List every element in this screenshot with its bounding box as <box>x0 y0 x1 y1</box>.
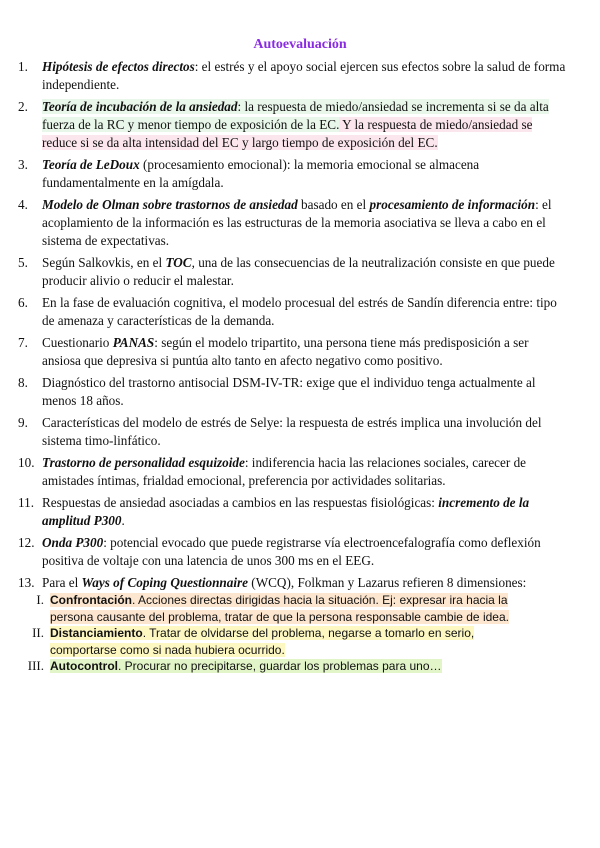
item-number: 10. <box>18 455 35 470</box>
item-text-green: : la respuesta de miedo/ansiedad se incrementa si se da alta fuerza de la RC y menor tiempo de exposición de la EC. <box>42 99 549 132</box>
item-term: incremento de la amplitud P300 <box>42 495 530 528</box>
question-list <box>0 58 600 679</box>
item-number: 1. <box>18 59 28 74</box>
sub-list-item <box>0 658 570 675</box>
item-pre: Cuestionario <box>42 335 113 350</box>
item-text: : el acoplamiento de la información es las estructuras de la memoria asociativa se lleva a cabo en el sistema de expectativas. <box>42 197 552 248</box>
sub-term: Autocontrol <box>50 659 118 673</box>
list-item <box>0 294 600 330</box>
sub-term: Distanciamiento <box>50 626 143 640</box>
list-item <box>0 58 600 94</box>
item-text: Características del modelo de estrés de Selye: la respuesta de estrés implica una involución del sistema timo-linfático. <box>42 415 542 448</box>
item-number: 2. <box>18 99 28 114</box>
item-term: Teoría de LeDoux <box>42 157 140 172</box>
item-text: : el estrés y el apoyo social ejercen sus efectos sobre la salud de forma independiente. <box>42 59 566 92</box>
item-term: TOC <box>165 255 192 270</box>
item-text: Diagnóstico del trastorno antisocial DSM-IV-TR: exige que el individuo tenga actualmente al menos 18 años. <box>42 375 536 408</box>
item-number: 12. <box>18 535 35 550</box>
roman-number: III. <box>27 658 44 673</box>
item-term: Teoría de incubación de la ansiedad <box>42 99 238 114</box>
item-text: En la fase de evaluación cognitiva, el modelo procesual del estrés de Sandín diferencia entre: tipo de amenaza y características de la demanda. <box>42 295 557 328</box>
item-tail: . <box>121 513 125 528</box>
item-text: : según el modelo tripartito, una persona tiene más predisposición a ser ansiosa que depresiva si puntúa alto tanto en afecto negativo como positivo. <box>42 335 529 368</box>
item-number: 13. <box>18 575 35 590</box>
item-number: 3. <box>18 157 28 172</box>
list-item <box>0 156 600 192</box>
list-item <box>0 454 600 490</box>
list-item <box>0 494 600 530</box>
list-item <box>0 574 600 675</box>
list-item <box>0 534 600 570</box>
item-term: PANAS <box>112 335 155 350</box>
sub-list-item <box>0 625 570 658</box>
item-number: 9. <box>18 415 28 430</box>
item-number: 11. <box>18 495 34 510</box>
item-text: (procesamiento emocional): la memoria emocional se almacena fundamentalmente en la amígdala. <box>42 157 480 190</box>
item-number: 5. <box>18 255 28 270</box>
item-number: 4. <box>18 197 28 212</box>
sub-text: . Procurar no precipitarse, guardar los problemas para uno… <box>118 659 442 673</box>
list-item <box>0 98 600 152</box>
list-item <box>0 254 600 290</box>
item-number: 7. <box>18 335 28 350</box>
roman-number: I. <box>36 592 44 607</box>
item-text: Respuestas de ansiedad asociadas a cambios en las respuestas fisiológicas: <box>42 495 439 510</box>
item-term: Onda P300 <box>42 535 104 550</box>
coping-dimension-list <box>27 592 570 675</box>
roman-number: II. <box>32 625 44 640</box>
item-pre: Según Salkovkis, en el <box>42 255 166 270</box>
sub-term: Confrontación <box>50 593 132 607</box>
item-text: (WCQ), Folkman y Lazarus refieren 8 dimensiones: <box>248 575 527 590</box>
item-text: , una de las consecuencias de la neutralización consiste en que puede producir alivio o reducir el malestar. <box>42 255 555 288</box>
list-item <box>0 374 600 410</box>
item-term-2: procesamiento de información <box>369 197 536 212</box>
sub-list-item <box>0 592 570 625</box>
sub-text: . Acciones directas dirigidas hacia la situación. Ej: expresar ira hacia la persona causante del problema, tratar de que la persona responsable cambie de idea. <box>50 593 509 624</box>
item-term: Modelo de Olman sobre trastornos de ansiedad <box>42 197 298 212</box>
page-title: Autoevaluación <box>253 37 347 52</box>
item-term: Ways of Coping Questionnaire <box>81 575 248 590</box>
item-text: : potencial evocado que puede registrarse vía electroencefalografía como deflexión positiva de voltaje con una latencia de unos 300 ms en el EEG. <box>42 535 541 568</box>
item-term: Hipótesis de efectos directos <box>42 59 195 74</box>
item-text-mid: basado en el <box>297 197 370 212</box>
list-item <box>0 196 600 250</box>
list-item <box>0 414 600 450</box>
item-number: 6. <box>18 295 28 310</box>
item-text-pink: Y la respuesta de miedo/ansiedad se reduce si se da alta intensidad del EC y largo tiempo de exposición del EC. <box>42 117 533 150</box>
item-pre: Para el <box>42 575 82 590</box>
sub-text: . Tratar de olvidarse del problema, negarse a tomarlo en serio, comportarse como si nada hubiera ocurrido. <box>50 626 475 657</box>
item-term: Trastorno de personalidad esquizoide <box>42 455 245 470</box>
item-text: : indiferencia hacia las relaciones sociales, carecer de amistades íntimas, frialdad emocional, preferencia por actividades solitarias. <box>42 455 527 488</box>
list-item <box>0 334 600 370</box>
item-number: 8. <box>18 375 28 390</box>
